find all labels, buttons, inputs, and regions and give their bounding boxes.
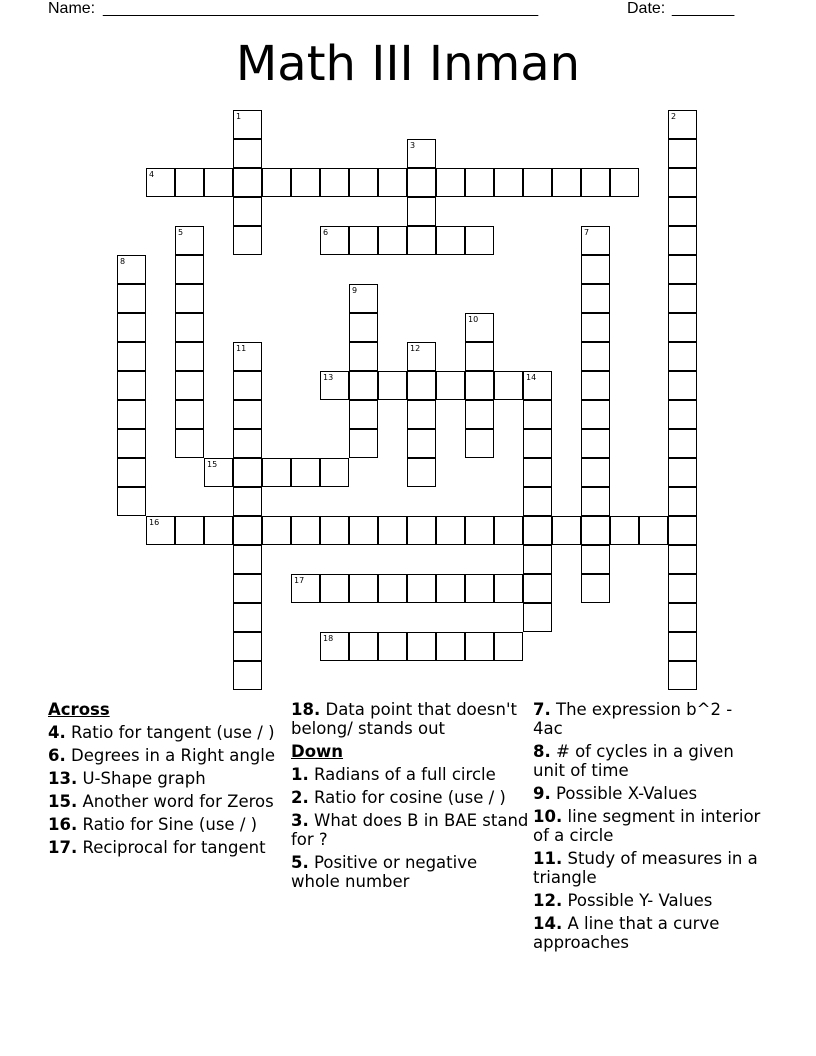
grid-cell[interactable] bbox=[349, 632, 378, 661]
across-clue: 18. Data point that doesn't belong/ stands out bbox=[291, 700, 517, 738]
grid-cell[interactable] bbox=[378, 516, 407, 545]
down-heading: Down bbox=[291, 742, 344, 761]
clues-column-3 bbox=[533, 700, 763, 956]
across-clue: 15. Another word for Zeros bbox=[48, 792, 274, 811]
grid-cell[interactable] bbox=[233, 197, 262, 226]
grid-cell[interactable] bbox=[581, 429, 610, 458]
grid-cell[interactable] bbox=[581, 400, 610, 429]
grid-cell[interactable] bbox=[523, 400, 552, 429]
grid-cell[interactable] bbox=[233, 371, 262, 400]
grid-cell[interactable] bbox=[320, 458, 349, 487]
grid-cell[interactable] bbox=[494, 168, 523, 197]
clue-number: 4 bbox=[149, 170, 155, 179]
grid-cell[interactable] bbox=[349, 400, 378, 429]
grid-cell[interactable] bbox=[291, 574, 320, 603]
clue-number: 7 bbox=[584, 228, 590, 237]
name-blank[interactable]: __________________________________________________ bbox=[103, 0, 538, 17]
grid-cell[interactable] bbox=[175, 226, 204, 255]
grid-cell[interactable] bbox=[523, 545, 552, 574]
grid-cell[interactable] bbox=[175, 255, 204, 284]
grid-cell[interactable] bbox=[233, 661, 262, 690]
grid-cell[interactable] bbox=[581, 255, 610, 284]
grid-cell[interactable] bbox=[581, 226, 610, 255]
clues-column-2 bbox=[291, 700, 531, 895]
grid-cell[interactable] bbox=[581, 313, 610, 342]
grid-cell[interactable] bbox=[668, 342, 697, 371]
grid-cell[interactable] bbox=[465, 429, 494, 458]
clue-number: 8 bbox=[120, 257, 126, 266]
name-label: Name: bbox=[48, 0, 96, 17]
down-clue: 8. # of cycles in a given unit of time bbox=[533, 742, 734, 780]
across-clue: 13. U-Shape graph bbox=[48, 769, 206, 788]
grid-cell[interactable] bbox=[436, 168, 465, 197]
grid-cell[interactable] bbox=[668, 255, 697, 284]
down-clue: 10. line segment in interior of a circle bbox=[533, 807, 761, 845]
grid-cell[interactable] bbox=[523, 371, 552, 400]
grid-cell[interactable] bbox=[262, 516, 291, 545]
clue-number: 11 bbox=[236, 344, 247, 353]
grid-cell[interactable] bbox=[523, 574, 552, 603]
grid-cell[interactable] bbox=[668, 632, 697, 661]
grid-cell[interactable] bbox=[117, 429, 146, 458]
grid-cell[interactable] bbox=[581, 371, 610, 400]
grid-cell[interactable] bbox=[581, 284, 610, 313]
grid-cell[interactable] bbox=[175, 516, 204, 545]
grid-cell[interactable] bbox=[465, 226, 494, 255]
grid-cell[interactable] bbox=[668, 139, 697, 168]
grid-cell[interactable] bbox=[117, 371, 146, 400]
grid-cell[interactable] bbox=[668, 313, 697, 342]
grid-cell[interactable] bbox=[349, 313, 378, 342]
grid-cell[interactable] bbox=[668, 400, 697, 429]
grid-cell[interactable] bbox=[349, 226, 378, 255]
grid-cell[interactable] bbox=[523, 487, 552, 516]
clue-number: 9 bbox=[352, 286, 358, 295]
grid-cell[interactable] bbox=[407, 197, 436, 226]
grid-cell[interactable] bbox=[204, 516, 233, 545]
grid-cell[interactable] bbox=[262, 168, 291, 197]
grid-cell[interactable] bbox=[291, 168, 320, 197]
grid-cell[interactable] bbox=[552, 168, 581, 197]
grid-cell[interactable] bbox=[233, 545, 262, 574]
grid-cell[interactable] bbox=[233, 400, 262, 429]
grid-cell[interactable] bbox=[407, 371, 436, 400]
grid-cell[interactable] bbox=[233, 632, 262, 661]
grid-cell[interactable] bbox=[407, 342, 436, 371]
grid-cell[interactable] bbox=[668, 661, 697, 690]
grid-cell[interactable] bbox=[668, 226, 697, 255]
grid-cell[interactable] bbox=[146, 516, 175, 545]
down-clue: 2. Ratio for cosine (use / ) bbox=[291, 788, 506, 807]
grid-cell[interactable] bbox=[407, 168, 436, 197]
grid-cell[interactable] bbox=[117, 400, 146, 429]
grid-cell[interactable] bbox=[349, 516, 378, 545]
grid-cell[interactable] bbox=[378, 574, 407, 603]
grid-cell[interactable] bbox=[668, 197, 697, 226]
grid-cell[interactable] bbox=[117, 284, 146, 313]
date-blank[interactable]: _______ bbox=[672, 0, 735, 17]
grid-cell[interactable] bbox=[349, 371, 378, 400]
grid-cell[interactable] bbox=[320, 371, 349, 400]
grid-cell[interactable] bbox=[117, 487, 146, 516]
clue-number: 15 bbox=[207, 460, 218, 469]
grid-cell[interactable] bbox=[581, 458, 610, 487]
grid-cell[interactable] bbox=[668, 545, 697, 574]
grid-cell[interactable] bbox=[668, 603, 697, 632]
clue-number: 18 bbox=[323, 634, 334, 643]
grid-cell[interactable] bbox=[465, 632, 494, 661]
grid-cell[interactable] bbox=[436, 226, 465, 255]
grid-cell[interactable] bbox=[668, 284, 697, 313]
grid-cell[interactable] bbox=[668, 429, 697, 458]
grid-cell[interactable] bbox=[349, 168, 378, 197]
clues-column-1 bbox=[48, 700, 283, 861]
grid-cell[interactable] bbox=[523, 516, 552, 545]
grid-cell[interactable] bbox=[378, 226, 407, 255]
grid-cell[interactable] bbox=[407, 226, 436, 255]
grid-cell[interactable] bbox=[233, 226, 262, 255]
grid-cell[interactable] bbox=[349, 574, 378, 603]
grid-cell[interactable] bbox=[668, 110, 697, 139]
clue-number: 14 bbox=[526, 373, 537, 382]
down-clue: 5. Positive or negative whole number bbox=[291, 853, 478, 891]
grid-cell[interactable] bbox=[378, 371, 407, 400]
grid-cell[interactable] bbox=[436, 516, 465, 545]
grid-cell[interactable] bbox=[175, 400, 204, 429]
grid-cell[interactable] bbox=[262, 458, 291, 487]
down-clue: 3. What does B in BAE stand for ? bbox=[291, 811, 529, 849]
down-clue: 11. Study of measures in a triangle bbox=[533, 849, 758, 887]
grid-cell[interactable] bbox=[523, 603, 552, 632]
grid-cell[interactable] bbox=[465, 371, 494, 400]
grid-cell[interactable] bbox=[436, 632, 465, 661]
grid-cell[interactable] bbox=[320, 516, 349, 545]
grid-cell[interactable] bbox=[378, 632, 407, 661]
grid-cell[interactable] bbox=[581, 574, 610, 603]
grid-cell[interactable] bbox=[320, 168, 349, 197]
grid-cell[interactable] bbox=[407, 574, 436, 603]
grid-cell[interactable] bbox=[465, 400, 494, 429]
grid-cell[interactable] bbox=[204, 168, 233, 197]
grid-cell[interactable] bbox=[233, 487, 262, 516]
grid-cell[interactable] bbox=[175, 371, 204, 400]
clue-number: 17 bbox=[294, 576, 305, 585]
grid-cell[interactable] bbox=[117, 255, 146, 284]
grid-cell[interactable] bbox=[494, 516, 523, 545]
grid-cell[interactable] bbox=[117, 458, 146, 487]
grid-cell[interactable] bbox=[349, 284, 378, 313]
grid-cell[interactable] bbox=[349, 342, 378, 371]
grid-cell[interactable] bbox=[552, 516, 581, 545]
grid-cell[interactable] bbox=[175, 284, 204, 313]
grid-cell[interactable] bbox=[494, 632, 523, 661]
grid-cell[interactable] bbox=[581, 516, 610, 545]
grid-cell[interactable] bbox=[465, 574, 494, 603]
grid-cell[interactable] bbox=[233, 139, 262, 168]
page-title: Math III Inman bbox=[235, 36, 581, 92]
grid-cell[interactable] bbox=[407, 516, 436, 545]
grid-cell[interactable] bbox=[407, 632, 436, 661]
clue-number: 5 bbox=[178, 228, 184, 237]
grid-cell[interactable] bbox=[320, 226, 349, 255]
grid-cell[interactable] bbox=[436, 371, 465, 400]
grid-cell[interactable] bbox=[146, 168, 175, 197]
across-heading: Across bbox=[48, 700, 110, 719]
grid-cell[interactable] bbox=[668, 458, 697, 487]
grid-cell[interactable] bbox=[407, 400, 436, 429]
clue-number: 1 bbox=[236, 112, 242, 121]
across-clue: 6. Degrees in a Right angle bbox=[48, 746, 276, 765]
grid-cell[interactable] bbox=[668, 371, 697, 400]
down-clue: 14. A line that a curve approaches bbox=[533, 914, 720, 952]
grid-cell[interactable] bbox=[117, 313, 146, 342]
across-clue: 4. Ratio for tangent (use / ) bbox=[48, 723, 275, 742]
grid-cell[interactable] bbox=[639, 516, 668, 545]
date-label: Date: bbox=[627, 0, 666, 17]
grid-cell[interactable] bbox=[581, 487, 610, 516]
clue-number: 12 bbox=[410, 344, 421, 353]
grid-cell[interactable] bbox=[233, 429, 262, 458]
grid-cell[interactable] bbox=[233, 516, 262, 545]
clue-number: 6 bbox=[323, 228, 329, 237]
grid-cell[interactable] bbox=[610, 516, 639, 545]
grid-cell[interactable] bbox=[523, 429, 552, 458]
grid-cell[interactable] bbox=[233, 574, 262, 603]
grid-cell[interactable] bbox=[523, 458, 552, 487]
grid-cell[interactable] bbox=[233, 458, 262, 487]
grid-cell[interactable] bbox=[117, 342, 146, 371]
grid-cell[interactable] bbox=[668, 574, 697, 603]
clue-number: 16 bbox=[149, 518, 160, 527]
grid-cell[interactable] bbox=[320, 632, 349, 661]
grid-cell[interactable] bbox=[668, 168, 697, 197]
clue-number: 13 bbox=[323, 373, 334, 382]
grid-cell[interactable] bbox=[349, 429, 378, 458]
grid-cell[interactable] bbox=[291, 458, 320, 487]
grid-cell[interactable] bbox=[436, 574, 465, 603]
grid-cell[interactable] bbox=[233, 110, 262, 139]
grid-cell[interactable] bbox=[465, 313, 494, 342]
grid-cell[interactable] bbox=[668, 487, 697, 516]
down-clue: 7. The expression b^2 - 4ac bbox=[533, 700, 733, 738]
clue-number: 3 bbox=[410, 141, 416, 150]
grid-cell[interactable] bbox=[610, 168, 639, 197]
grid-cell[interactable] bbox=[407, 429, 436, 458]
grid-cell[interactable] bbox=[175, 342, 204, 371]
grid-cell[interactable] bbox=[581, 545, 610, 574]
across-clue: 17. Reciprocal for tangent bbox=[48, 838, 266, 857]
grid-cell[interactable] bbox=[291, 516, 320, 545]
grid-cell[interactable] bbox=[581, 168, 610, 197]
down-clue: 12. Possible Y- Values bbox=[533, 891, 713, 910]
grid-cell[interactable] bbox=[494, 574, 523, 603]
grid-cell[interactable] bbox=[465, 516, 494, 545]
clue-number: 2 bbox=[671, 112, 677, 121]
grid-cell[interactable] bbox=[204, 458, 233, 487]
clue-number: 10 bbox=[468, 315, 479, 324]
grid-cell[interactable] bbox=[581, 342, 610, 371]
grid-cell[interactable] bbox=[668, 516, 697, 545]
grid-cell[interactable] bbox=[407, 139, 436, 168]
grid-cell[interactable] bbox=[465, 342, 494, 371]
down-clue: 9. Possible X-Values bbox=[533, 784, 698, 803]
grid-cell[interactable] bbox=[233, 603, 262, 632]
across-clue: 16. Ratio for Sine (use / ) bbox=[48, 815, 258, 834]
grid-cell[interactable] bbox=[233, 342, 262, 371]
grid-cell[interactable] bbox=[407, 458, 436, 487]
grid-cell[interactable] bbox=[175, 313, 204, 342]
grid-cell[interactable] bbox=[378, 168, 407, 197]
grid-cell[interactable] bbox=[233, 168, 262, 197]
grid-cell[interactable] bbox=[175, 168, 204, 197]
grid-cell[interactable] bbox=[320, 574, 349, 603]
down-clue: 1. Radians of a full circle bbox=[291, 765, 496, 784]
grid-cell[interactable] bbox=[523, 168, 552, 197]
grid-cell[interactable] bbox=[465, 168, 494, 197]
grid-cell[interactable] bbox=[175, 429, 204, 458]
grid-cell[interactable] bbox=[494, 371, 523, 400]
